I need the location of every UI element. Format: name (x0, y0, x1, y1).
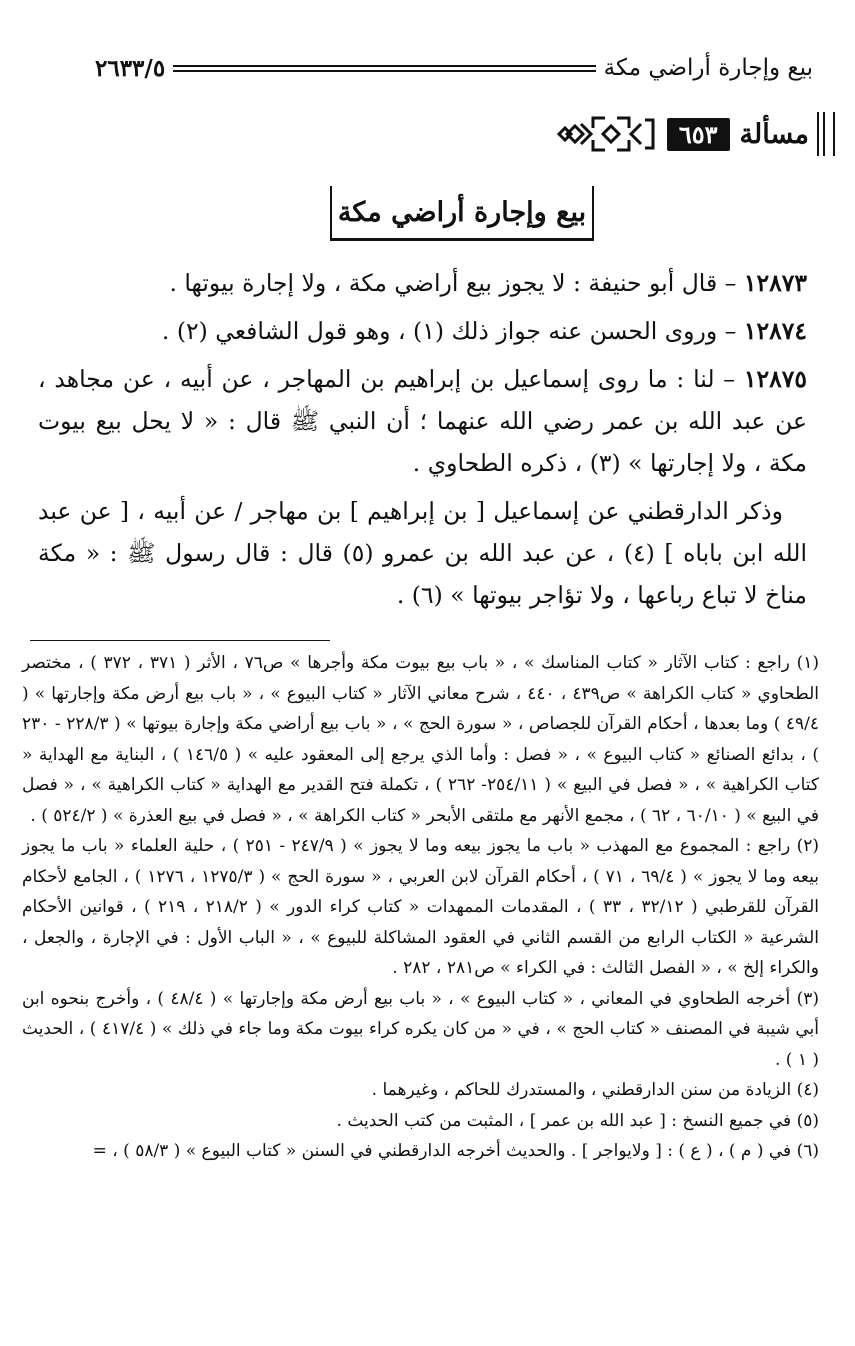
main-text (38, 262, 807, 622)
paragraph-number: ١٢٨٧٥ (743, 365, 807, 393)
footnote-5: (٥) في جميع النسخ : [ عبد الله بن عمر ] ، المثبت من كتب الحديث . (336, 1110, 819, 1131)
paragraph-text: – لنا : ما روى إسماعيل بن إبراهيم بن المهاجر ، عن أبيه ، عن مجاهد ، عن عبد الله بن عمر رضي الله عنهما ؛ أن النبي ﷺ قال : « لا يحل بيع بيوت مكة ، ولا إجارتها » (٣) ، ذكره الطحاوي . (38, 365, 807, 477)
footnote-4: (٤) الزيادة من سنن الدارقطني ، والمستدرك للحاكم ، وغيرهما . (371, 1080, 819, 1100)
footnote-3: (٣) أخرجه الطحاوي في المعاني ، « كتاب البيوع » ، « باب بيع أرض مكة وإجارتها » ( ٤٨/٤ ) ، وأخرج بنحوه ابن أبي شيبة في المصنف « كتاب الحج » ، في « من كان يكره كراء بيوت مكة وما جاء في ذلك » ( ٤١٧/٤ ) ، الحديث ( ١ ) . (22, 988, 819, 1070)
footnote-1: (١) راجع : كتاب الآثار « كتاب المناسك » ، « باب بيع بيوت مكة وأجرها » ص٧٦ ، الأثر ( ٣٧١ ، ٣٧٢ ) ، مختصر الطحاوي « كتاب الكراهة » ص٤٣٩ ، ٤٤٠ ، شرح معاني الآثار « كتاب البيوع » ، « باب بيع أرض مكة وإجارتها » ( ٤٩/٤ ) وما بعدها ، أحكام القرآن للجصاص ، « سورة الحج » ، « باب بيع أراضي مكة وإجارة بيوتها » ( ٢٢٨/٣ - ٢٣٠ ) ، بدائع الصنائع « كتاب البيوع » ، « فصل : وأما الذي يرجع إلى المعقود عليه » ( ١٤٦/٥ ) ، البناية مع الهداية « كتاب الكراهية » ، « فصل في البيع » ( ٢٥٤/١١- ٢٦٢ ) ، تكملة فتح القدير مع الهداية « كتاب الكراهية » ، « فصل في البيع » ( ٦٠/١٠ ، ٦٢ ) ، مجمع الأنهر مع ملتقى الأبحر « كتاب الكراهة » ، « فصل في بيع العذرة » ( ٥٢٤/٢ ) . (22, 653, 820, 826)
paragraph-12874 (38, 310, 807, 352)
footnotes (22, 648, 819, 1167)
header-rule (173, 65, 595, 72)
header-page-ref: ٢٦٣٣/٥ (95, 54, 166, 82)
masala-vertical-lines (817, 112, 835, 156)
masala-label: مسألة (739, 118, 809, 150)
paragraph-12875 (38, 358, 807, 484)
running-header (95, 50, 813, 86)
header-title: بيع وإجارة أراضي مكة (603, 55, 813, 81)
section-heading: بيع وإجارة أراضي مكة (330, 186, 594, 241)
footnote-separator (30, 640, 330, 641)
paragraph-12873 (38, 262, 807, 304)
paragraph-text: – وروى الحسن عنه جواز ذلك (١) ، وهو قول الشافعي (٢) . (161, 317, 744, 345)
paragraph-number: ١٢٨٧٣ (743, 269, 807, 297)
masala-number: ٦٥٣ (667, 118, 730, 151)
paragraph-text: وذكر الدارقطني عن إسماعيل [ بن إبراهيم ] بن مهاجر / عن أبيه ، [ عن عبد الله ابن باباه ] (٤) ، عن عبد الله بن عمرو (٥) قال : قال رسول ﷺ : « مكة مناخ لا تباع رباعها ، ولا تؤاجر بيوتها » (٦) . (38, 497, 807, 609)
footnote-6: (٦) في ( م ) ، ( ع ) : [ ولايواجر ] . والحديث أخرجه الدارقطني في السنن « كتاب البيوع » ( ٥٨/٣ ) ، = (92, 1141, 819, 1161)
paragraph-darqutni (38, 490, 807, 616)
ornament-icon (557, 114, 657, 154)
masala-bar (535, 110, 835, 158)
paragraph-text: – قال أبو حنيفة : لا يجوز بيع أراضي مكة ، ولا إجارة بيوتها . (169, 269, 744, 297)
footnote-2: (٢) راجع : المجموع مع المهذب « باب ما يجوز بيعه وما لا يجوز » ( ٢٤٧/٩ - ٢٥١ ) ، حلية العلماء « باب ما يجوز بيعه وما لا يجوز » ( ٦٩/٤ ، ٧١ ) ، أحكام القرآن لابن العربي ، « سورة الحج » ( ١٢٧٥/٣ ، ١٢٧٦ ) ، الجامع لأحكام القرآن للقرطبي ( ٣٢/١٢ ، ٣٣ ) ، المقدمات الممهدات « كتاب كراء الدور » ( ٢١٨/٢ ، ٢١٩ ) ، قوانين الأحكام الشرعية « الكتاب الرابع من القسم الثاني في العقود المشاكلة للبيوع » ، « الباب الأول : في الإجارة ، والجعل ، والكراء إلخ » ، « الفصل الثالث : في الكراء » ص٢٨١ ، ٢٨٢ . (22, 836, 820, 978)
paragraph-number: ١٢٨٧٤ (743, 317, 807, 345)
